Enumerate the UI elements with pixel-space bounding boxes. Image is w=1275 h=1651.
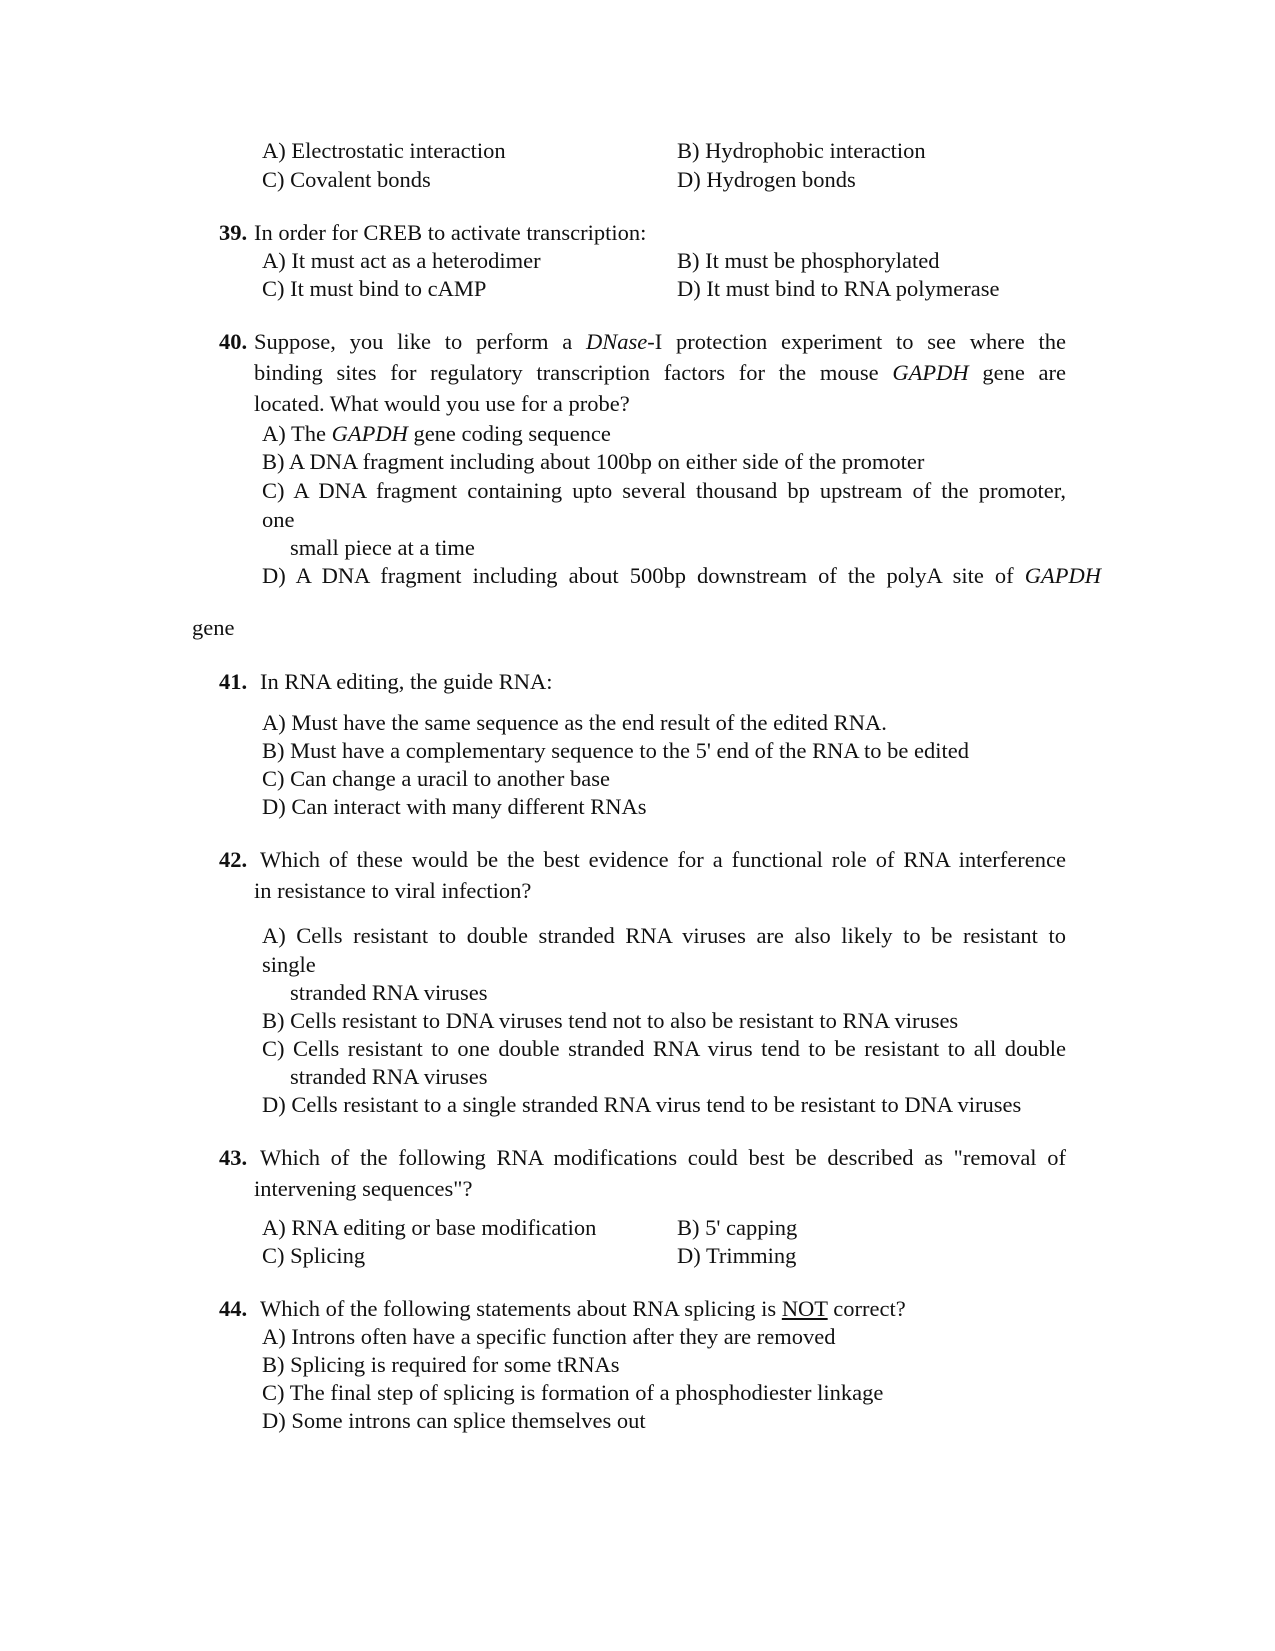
question-number: 40.: [219, 329, 248, 354]
option-b: B) It must be phosphorylated: [677, 248, 940, 273]
option-d: D) Trimming: [677, 1243, 797, 1268]
option-d-line-2: gene: [192, 615, 235, 640]
option-c: C) Can change a uracil to another base: [262, 766, 610, 791]
question-stem-line-2: in resistance to viral infection?: [254, 878, 532, 903]
stem-text: binding sites for regulatory transcription factors for the mouse: [254, 360, 879, 385]
option-c: C) The final step of splicing is formation of a phosphodiester linkage: [262, 1380, 884, 1405]
question-number: 43.: [219, 1145, 248, 1170]
question-stem-line-2: [254, 362, 1066, 385]
stem-text: correct?: [833, 1296, 906, 1321]
stem-text: Suppose, you like to perform a: [254, 329, 573, 354]
option-c: C) It must bind to cAMP: [262, 276, 487, 301]
question-stem-line-2: intervening sequences"?: [254, 1176, 473, 1201]
option-a-line-3: stranded RNA viruses: [290, 980, 488, 1005]
question-stem-line-1: Which of the following RNA modifications could best be described as "removal of: [260, 1145, 1066, 1170]
option-c-line-3: small piece at a time: [290, 535, 475, 560]
option-b: B) Hydrophobic interaction: [677, 138, 926, 163]
question-number: 39.: [219, 220, 248, 245]
question-stem-line-1: [254, 331, 1066, 354]
option-a-line-2: single: [262, 952, 316, 977]
option-c-line-2: stranded RNA viruses: [290, 1064, 488, 1089]
question-stem: [260, 1298, 906, 1321]
stem-text: Which of the following statements about RNA splicing is: [260, 1296, 777, 1321]
stem-italic-term: GAPDH: [892, 360, 969, 385]
option-c-line-1: C) Cells resistant to one double stranded RNA virus tend to be resistant to all double: [262, 1036, 1066, 1061]
option-d: D) Can interact with many different RNAs: [262, 794, 647, 819]
option-c-line-2: one: [262, 507, 295, 532]
option-a: A) RNA editing or base modification: [262, 1215, 597, 1240]
option-d: D) Cells resistant to a single stranded RNA virus tend to be resistant to DNA viruses: [262, 1092, 1022, 1117]
option-c: C) Covalent bonds: [262, 167, 431, 192]
option-c: C) Splicing: [262, 1243, 366, 1268]
option-text: A) The: [262, 421, 326, 446]
question-stem-line-1: Which of these would be the best evidence for a functional role of RNA interference: [260, 847, 1066, 872]
option-a: A) Electrostatic interaction: [262, 138, 506, 163]
option-b: B) A DNA fragment including about 100bp on either side of the promoter: [262, 449, 925, 474]
question-number: 42.: [219, 847, 248, 872]
option-italic-term: GAPDH: [1024, 563, 1102, 588]
option-text: gene coding sequence: [413, 421, 611, 446]
option-a: A) Introns often have a specific function after they are removed: [262, 1324, 836, 1349]
option-d: D) Hydrogen bonds: [677, 167, 856, 192]
stem-text: -I protection experiment to see where the: [647, 329, 1067, 354]
option-a: A) It must act as a heterodimer: [262, 248, 541, 273]
option-d: D) Some introns can splice themselves out: [262, 1408, 646, 1433]
question-number: 41.: [219, 669, 248, 694]
option-a: A) Must have the same sequence as the end result of the edited RNA.: [262, 710, 887, 735]
option-d: D) It must bind to RNA polymerase: [677, 276, 1000, 301]
stem-text: gene are: [982, 360, 1067, 385]
option-italic-term: GAPDH: [331, 421, 408, 446]
option-a: [262, 423, 611, 446]
option-b: B) Must have a complementary sequence to the 5' end of the RNA to be edited: [262, 738, 969, 763]
stem-italic-term: DNase: [586, 329, 648, 354]
option-a-line-1: A) Cells resistant to double stranded RNA viruses are also likely to be resistant to: [262, 923, 1066, 948]
question-stem-line-3: located. What would you use for a probe?: [254, 391, 630, 416]
option-d-line-1: [262, 565, 1101, 588]
option-text: D) A DNA fragment including about 500bp downstream of the polyA site of: [262, 563, 1014, 588]
option-b: B) Splicing is required for some tRNAs: [262, 1352, 620, 1377]
option-b: B) 5' capping: [677, 1215, 798, 1240]
question-stem: In order for CREB to activate transcription:: [254, 220, 647, 245]
question-stem: In RNA editing, the guide RNA:: [260, 669, 553, 694]
option-b: B) Cells resistant to DNA viruses tend not to also be resistant to RNA viruses: [262, 1008, 959, 1033]
question-number: 44.: [219, 1296, 248, 1321]
option-c-line-1: C) A DNA fragment containing upto several thousand bp upstream of the promoter,: [262, 478, 1066, 503]
stem-underlined-term: NOT: [781, 1296, 828, 1321]
